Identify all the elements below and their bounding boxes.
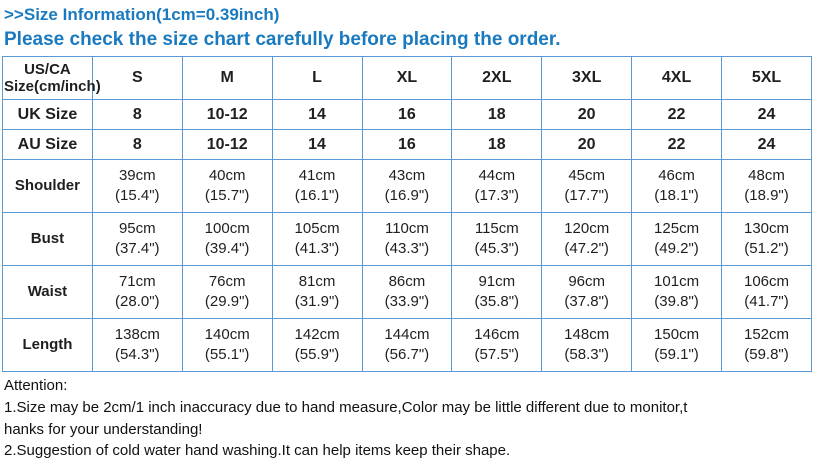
value-inch: (49.2") — [654, 240, 699, 257]
notes-item-1: 1.Size may be 2cm/1 inch inaccuracy due to hand measure,Color may be little different due to monitor,t — [4, 398, 688, 416]
cell-shoulder-2xl — [452, 160, 542, 213]
cell-length-4xl — [632, 319, 722, 372]
value-cm: 150cm — [654, 325, 700, 343]
cell-length-s — [92, 319, 182, 372]
cell-au-4xl: 22 — [632, 130, 722, 160]
row-header-line1: US/CA — [24, 60, 71, 78]
value-cm: 45cm — [568, 166, 606, 184]
cell-au-s: 8 — [92, 130, 182, 160]
table-row — [3, 213, 812, 266]
value-cm: 130cm — [743, 219, 790, 237]
value-inch: (15.7") — [204, 187, 250, 204]
cell-shoulder-3xl — [542, 160, 632, 213]
value-inch: (58.3") — [564, 346, 609, 363]
value-cm: 91cm — [478, 272, 516, 290]
size-chart-table — [2, 56, 812, 372]
value-inch: (16.9") — [384, 187, 430, 204]
value-inch: (41.3") — [294, 240, 340, 257]
cell-bust-4xl — [632, 213, 722, 266]
column-header-l: L — [272, 57, 362, 100]
value-inch: (18.1") — [654, 187, 699, 204]
value-cm: 140cm — [204, 325, 250, 343]
value-cm: 120cm — [564, 219, 610, 237]
value-cm: 41cm — [298, 166, 336, 184]
cell-shoulder-m — [182, 160, 272, 213]
value-inch: (56.7") — [384, 346, 430, 363]
value-cm: 144cm — [384, 325, 430, 343]
column-header-s: S — [92, 57, 182, 100]
cell-bust-5xl — [722, 213, 812, 266]
table-row — [3, 130, 812, 160]
cell-length-3xl — [542, 319, 632, 372]
cell-shoulder-xl — [362, 160, 452, 213]
value-inch: (39.4") — [204, 240, 250, 257]
cell-uk-2xl: 18 — [452, 100, 542, 130]
value-cm: 110cm — [384, 219, 429, 237]
value-inch: (39.8") — [654, 293, 699, 310]
value-cm: 44cm — [478, 166, 516, 184]
value-inch: (59.8") — [744, 346, 789, 363]
column-header-2xl: 2XL — [452, 57, 542, 100]
cell-waist-2xl — [452, 266, 542, 319]
column-header-4xl: 4XL — [632, 57, 722, 100]
cell-bust-3xl — [542, 213, 632, 266]
value-inch: (29.9") — [204, 293, 250, 310]
value-cm: 125cm — [654, 219, 700, 237]
value-cm: 46cm — [658, 166, 695, 184]
value-inch: (37.8") — [564, 293, 609, 310]
cell-shoulder-l — [272, 160, 362, 213]
value-inch: (47.2") — [564, 240, 609, 257]
value-inch: (59.1") — [654, 346, 699, 363]
cell-waist-s — [92, 266, 182, 319]
cell-waist-3xl — [542, 266, 632, 319]
cell-length-m — [182, 319, 272, 372]
cell-uk-m: 10-12 — [182, 100, 272, 130]
cell-shoulder-s — [92, 160, 182, 213]
column-header-xl: XL — [362, 57, 452, 100]
cell-waist-5xl — [722, 266, 812, 319]
value-inch: (57.5") — [474, 346, 520, 363]
value-cm: 71cm — [118, 272, 156, 290]
value-inch: (17.7") — [564, 187, 609, 204]
value-inch: (55.1") — [204, 346, 250, 363]
row-header-line2: Size(cm/inch) — [4, 78, 101, 95]
cell-waist-4xl — [632, 266, 722, 319]
value-inch: (33.9") — [384, 293, 430, 310]
cell-length-xl — [362, 319, 452, 372]
value-cm: 138cm — [114, 325, 160, 343]
cell-bust-s — [92, 213, 182, 266]
value-inch: (45.3") — [474, 240, 520, 257]
value-cm: 106cm — [743, 272, 790, 290]
cell-waist-m — [182, 266, 272, 319]
value-inch: (28.0") — [115, 293, 160, 310]
cell-au-2xl: 18 — [452, 130, 542, 160]
row-label-shoulder: Shoulder — [3, 160, 93, 213]
notes-item-1-cont: hanks for your understanding! — [4, 420, 203, 438]
cell-waist-l — [272, 266, 362, 319]
value-inch: (35.8") — [474, 293, 520, 310]
value-inch: (37.4") — [115, 240, 160, 257]
value-inch: (17.3") — [474, 187, 520, 204]
cell-length-l — [272, 319, 362, 372]
value-inch: (51.2") — [744, 240, 789, 257]
value-cm: 95cm — [118, 219, 156, 237]
cell-bust-xl — [362, 213, 452, 266]
value-inch: (16.1") — [294, 187, 340, 204]
cell-uk-3xl: 20 — [542, 100, 632, 130]
cell-bust-l — [272, 213, 362, 266]
cell-waist-xl — [362, 266, 452, 319]
cell-uk-s: 8 — [92, 100, 182, 130]
table-row — [3, 319, 812, 372]
table-header-row — [3, 57, 812, 100]
value-cm: 39cm — [118, 166, 156, 184]
cell-uk-4xl: 22 — [632, 100, 722, 130]
cell-length-2xl — [452, 319, 542, 372]
value-cm: 96cm — [568, 272, 606, 290]
cell-uk-l: 14 — [272, 100, 362, 130]
value-cm: 40cm — [208, 166, 246, 184]
size-information-heading: >>Size Information(1cm=0.39inch) — [4, 5, 280, 24]
value-cm: 115cm — [474, 219, 519, 237]
cell-au-5xl: 24 — [722, 130, 812, 160]
value-inch: (54.3") — [115, 346, 160, 363]
row-label-au-size: AU Size — [3, 130, 93, 160]
cell-au-3xl: 20 — [542, 130, 632, 160]
cell-length-5xl — [722, 319, 812, 372]
notes-title: Attention: — [4, 377, 68, 394]
table-row — [3, 100, 812, 130]
value-inch: (31.9") — [294, 293, 340, 310]
column-header-m: M — [182, 57, 272, 100]
table-row — [3, 160, 812, 213]
value-inch: (41.7") — [744, 293, 789, 310]
value-cm: 86cm — [388, 272, 426, 290]
cell-uk-5xl: 24 — [722, 100, 812, 130]
size-chart-notice: Please check the size chart carefully before placing the order. — [4, 29, 561, 51]
value-cm: 81cm — [298, 272, 336, 290]
cell-bust-m — [182, 213, 272, 266]
cell-au-l: 14 — [272, 130, 362, 160]
row-header-size-label — [3, 57, 101, 100]
cell-shoulder-5xl — [722, 160, 812, 213]
row-label-waist: Waist — [3, 266, 93, 319]
column-header-5xl: 5XL — [722, 57, 812, 100]
row-label-uk-size: UK Size — [3, 100, 93, 130]
cell-au-m: 10-12 — [182, 130, 272, 160]
column-header-3xl: 3XL — [542, 57, 632, 100]
value-cm: 105cm — [294, 219, 340, 237]
value-cm: 76cm — [208, 272, 246, 290]
cell-shoulder-4xl — [632, 160, 722, 213]
value-cm: 148cm — [564, 325, 610, 343]
value-cm: 146cm — [474, 325, 520, 343]
row-label-bust: Bust — [3, 213, 93, 266]
value-cm: 100cm — [204, 219, 250, 237]
value-inch: (18.9") — [744, 187, 789, 204]
value-cm: 43cm — [388, 166, 426, 184]
value-inch: (15.4") — [115, 187, 160, 204]
value-cm: 142cm — [294, 325, 340, 343]
value-cm: 152cm — [743, 325, 790, 343]
cell-uk-xl: 16 — [362, 100, 452, 130]
row-label-length: Length — [3, 319, 93, 372]
value-cm: 48cm — [748, 166, 785, 184]
cell-bust-2xl — [452, 213, 542, 266]
value-inch: (43.3") — [384, 240, 430, 257]
notes-item-2: 2.Suggestion of cold water hand washing.It can help items keep their shape. — [4, 442, 511, 460]
value-inch: (55.9") — [294, 346, 340, 363]
attention-notes — [0, 372, 814, 462]
value-cm: 101cm — [654, 272, 700, 290]
table-row — [3, 266, 812, 319]
cell-au-xl: 16 — [362, 130, 452, 160]
